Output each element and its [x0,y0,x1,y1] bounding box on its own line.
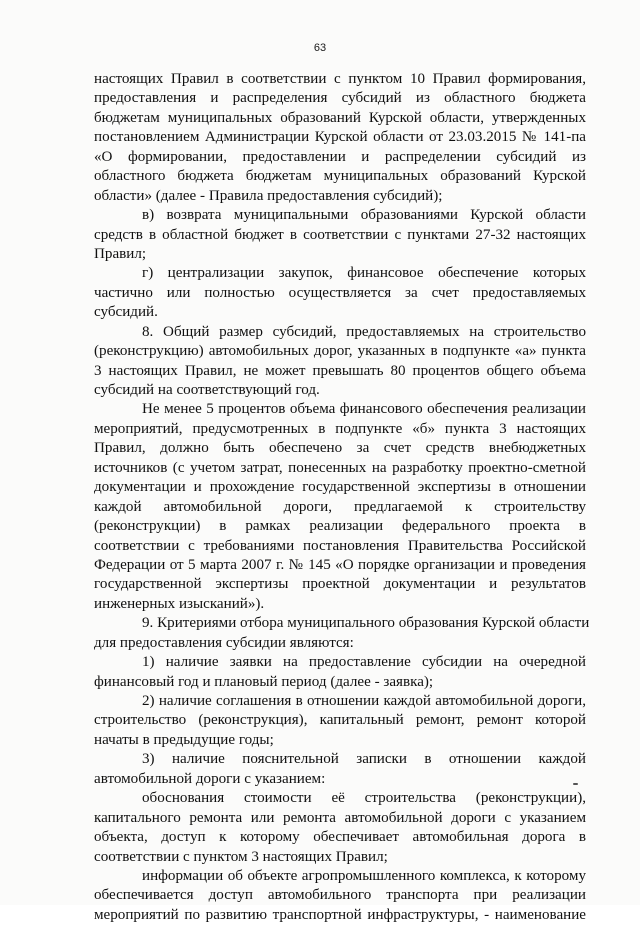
text-line: информации об объекте агропромышленного комплекса, к которому [142,867,586,884]
text-line: 3) наличие пояснительной записки в отношении каждой [142,751,586,768]
text-line: (реконструкцию) автомобильных дорог, указанных в подпункте «а» пункта [94,343,586,360]
scan-speck [573,783,578,785]
text-line: соответствии с требованиями постановления Правительства Российской [94,537,586,554]
text-line: бюджетам муниципальных образований Курской области, утвержденных [94,109,586,126]
text-line: средств в областной бюджет в соответствии с пунктами 27-32 настоящих [94,226,586,243]
text-line: г) централизации закупок, финансовое обеспечение которых [142,265,586,282]
text-line: субсидий на соответствующий год. [94,382,320,398]
text-line: документации и прохождение государственной экспертизы в отношении [94,479,586,496]
text-line: 8. Общий размер субсидий, предоставляемых на строительство [142,323,586,340]
text-line: капитального ремонта или ремонта автомобильной дороги с указанием [94,809,586,826]
text-line: Федерации от 5 марта 2007 г. № 145 «О порядке организации и проведения [94,556,586,573]
text-line: области» (далее - Правила предоставления субсидий); [94,187,443,204]
text-line: мероприятий по развитию транспортной инфраструктуры, - наименование [94,906,586,923]
text-line: Правил; [94,245,147,262]
text-line: 3 настоящих Правил, не может превышать 80 процентов общего объема [94,362,586,379]
text-line: частично или полностью осуществляется за счет предоставляемых [94,284,586,301]
text-line: настоящих Правил в соответствии с пунктом 10 Правил формирования, [94,71,586,87]
text-line: (реконструкции) в рамках реализации федерального проекта в [94,518,586,535]
page-number: 63 [313,42,327,54]
text-line: источников (с учетом затрат, понесенных на разработку проектно-сметной [94,459,586,476]
text-line: «О формировании, предоставлении и распределении субсидий из [94,148,586,165]
text-line: Не менее 5 процентов объема финансового обеспечения реализации [142,401,586,418]
text-line: для предоставления субсидии являются: [94,634,354,651]
text-line: каждой автомобильной дороги, предлагаемой к строительству [94,498,586,515]
text-line: строительство (реконструкция), капитальный ремонт, ремонт которой [94,712,586,729]
text-line: государственной экспертизы проектной документации и результатов [94,576,586,593]
text-line: 1) наличие заявки на предоставление субсидии на очередной [142,654,586,671]
text-line: обеспечивается доступ автомобильного транспорта при реализации [94,887,586,904]
text-line: субсидий. [94,304,158,321]
text-line: областного бюджета бюджетам муниципальных образований Курской [94,168,586,185]
document-body [94,70,590,925]
text-line: Правил, должно быть обеспечено за счет средств внебюджетных [94,440,586,457]
text-line: объекта, доступ к которому обеспечивает автомобильная дорога в [94,829,586,846]
text-line: инженерных изысканий»). [94,595,265,612]
text-line: постановлением Администрации Курской области от 23.03.2015 № 141-па [94,129,586,146]
text-line: предоставления и распределения субсидий из областного бюджета [94,90,586,107]
text-line: в) возврата муниципальными образованиями Курской области [142,207,586,224]
text-line: мероприятий, предусмотренных в подпункте «б» пункта 3 настоящих [94,420,586,437]
text-line: 9. Критериями отбора муниципального образования Курской области [142,615,590,632]
text-line: 2) наличие соглашения в отношении каждой автомобильной дороги, [142,693,586,709]
text-line: обоснования стоимости её строительства (реконструкции), [142,790,586,807]
text-line: финансовый год и плановый период (далее - заявка); [94,673,434,690]
text-line: автомобильной дороги с указанием: [94,770,326,787]
text-line: начаты в предыдущие годы; [94,731,274,748]
text-line: соответствии с пунктом 3 настоящих Правил; [94,848,388,865]
